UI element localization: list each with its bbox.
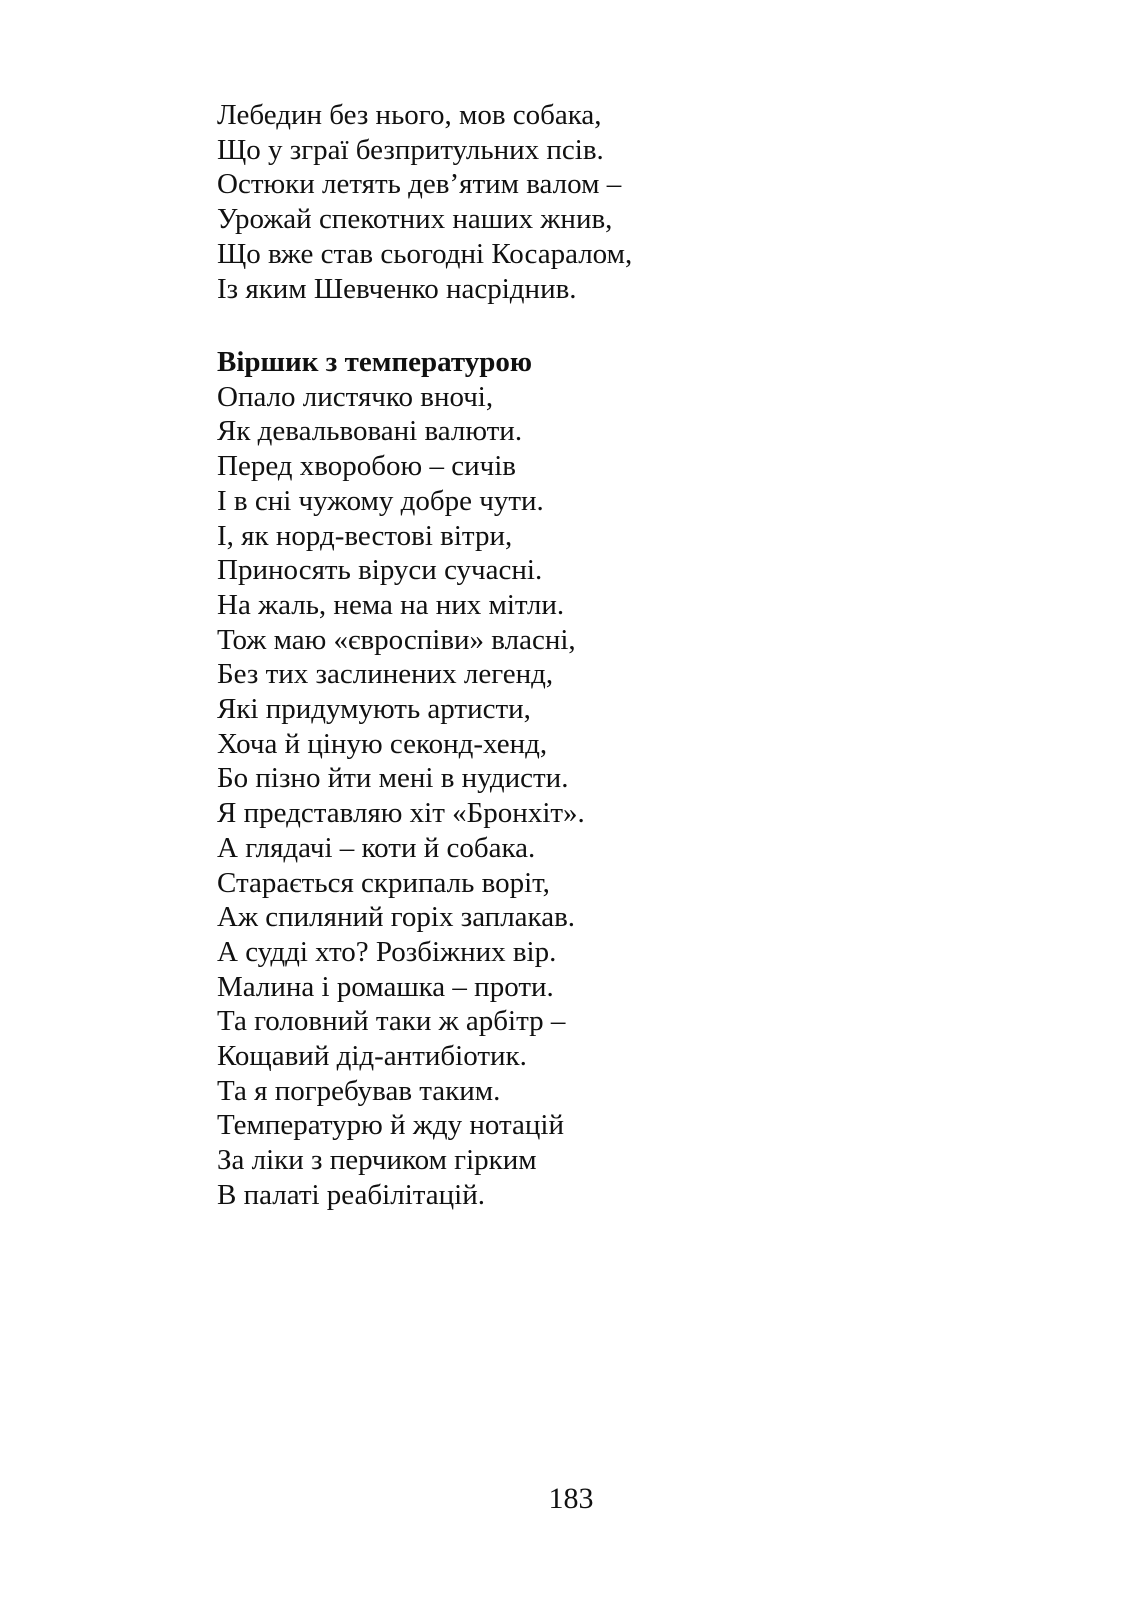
poem-line: Що у зграї безпритульних псів.	[217, 133, 604, 166]
poem-line: Як девальвовані валюти.	[217, 415, 523, 448]
poem-line: Урожай спекотних наших жнив,	[217, 203, 613, 236]
poem-line: За ліки з перчиком гірким	[217, 1144, 537, 1177]
poem-line: Тож маю «євроспіви» власні,	[217, 623, 576, 656]
poem-line: А глядачі – коти й собака.	[217, 831, 536, 864]
poem-line: А судді хто? Розбіжних вір.	[217, 935, 557, 968]
poem-line: Бо пізно йти мені в нудисти.	[217, 762, 569, 795]
continued-stanza	[217, 98, 1017, 306]
poem-line: На жаль, нема на них мітли.	[217, 588, 565, 621]
poem-line: В палаті реабілітацій.	[217, 1178, 485, 1211]
poem-line: Лебедин без нього, мов собака,	[217, 99, 602, 131]
poem-line: Аж спиляний горіх заплакав.	[217, 901, 576, 934]
poem-title: Віршик з температурою	[217, 346, 533, 378]
poem-line: Приносять віруси сучасні.	[217, 554, 543, 587]
poem-line: Температурю й жду нотацій	[217, 1109, 564, 1142]
poem-line: Перед хворобою – сичів	[217, 450, 516, 483]
poem-line: Малина і ромашка – проти.	[217, 970, 554, 1003]
poem-line: Які придумують артисти,	[217, 693, 531, 726]
poem	[217, 345, 1017, 1213]
poem-line: Та я погребував таким.	[217, 1074, 501, 1107]
poem-line: Хоча й ціную секонд-хенд,	[217, 727, 548, 760]
poem-line: Що вже став сьогодні Косаралом,	[217, 237, 633, 270]
poem-line: Опало листячко вночі,	[217, 380, 494, 413]
page-number: 183	[548, 1482, 594, 1515]
poem-line: Та головний таки ж арбітр –	[217, 1005, 566, 1038]
poem-line: Кощавий дід-антибіотик.	[217, 1040, 527, 1073]
poem-line: Старається скрипаль воріт,	[217, 866, 550, 899]
poem-line: Із яким Шевченко насріднив.	[217, 272, 577, 305]
poem-line: Остюки летять дев’ятим валом –	[217, 168, 622, 201]
poem-line: І в сні чужому добре чути.	[217, 484, 544, 517]
poem-line: Без тих заслинених легенд,	[217, 658, 554, 691]
poem-line: Я представляю хіт «Бронхіт».	[217, 797, 585, 830]
poem-line: І, як норд-вестові вітри,	[217, 519, 513, 552]
